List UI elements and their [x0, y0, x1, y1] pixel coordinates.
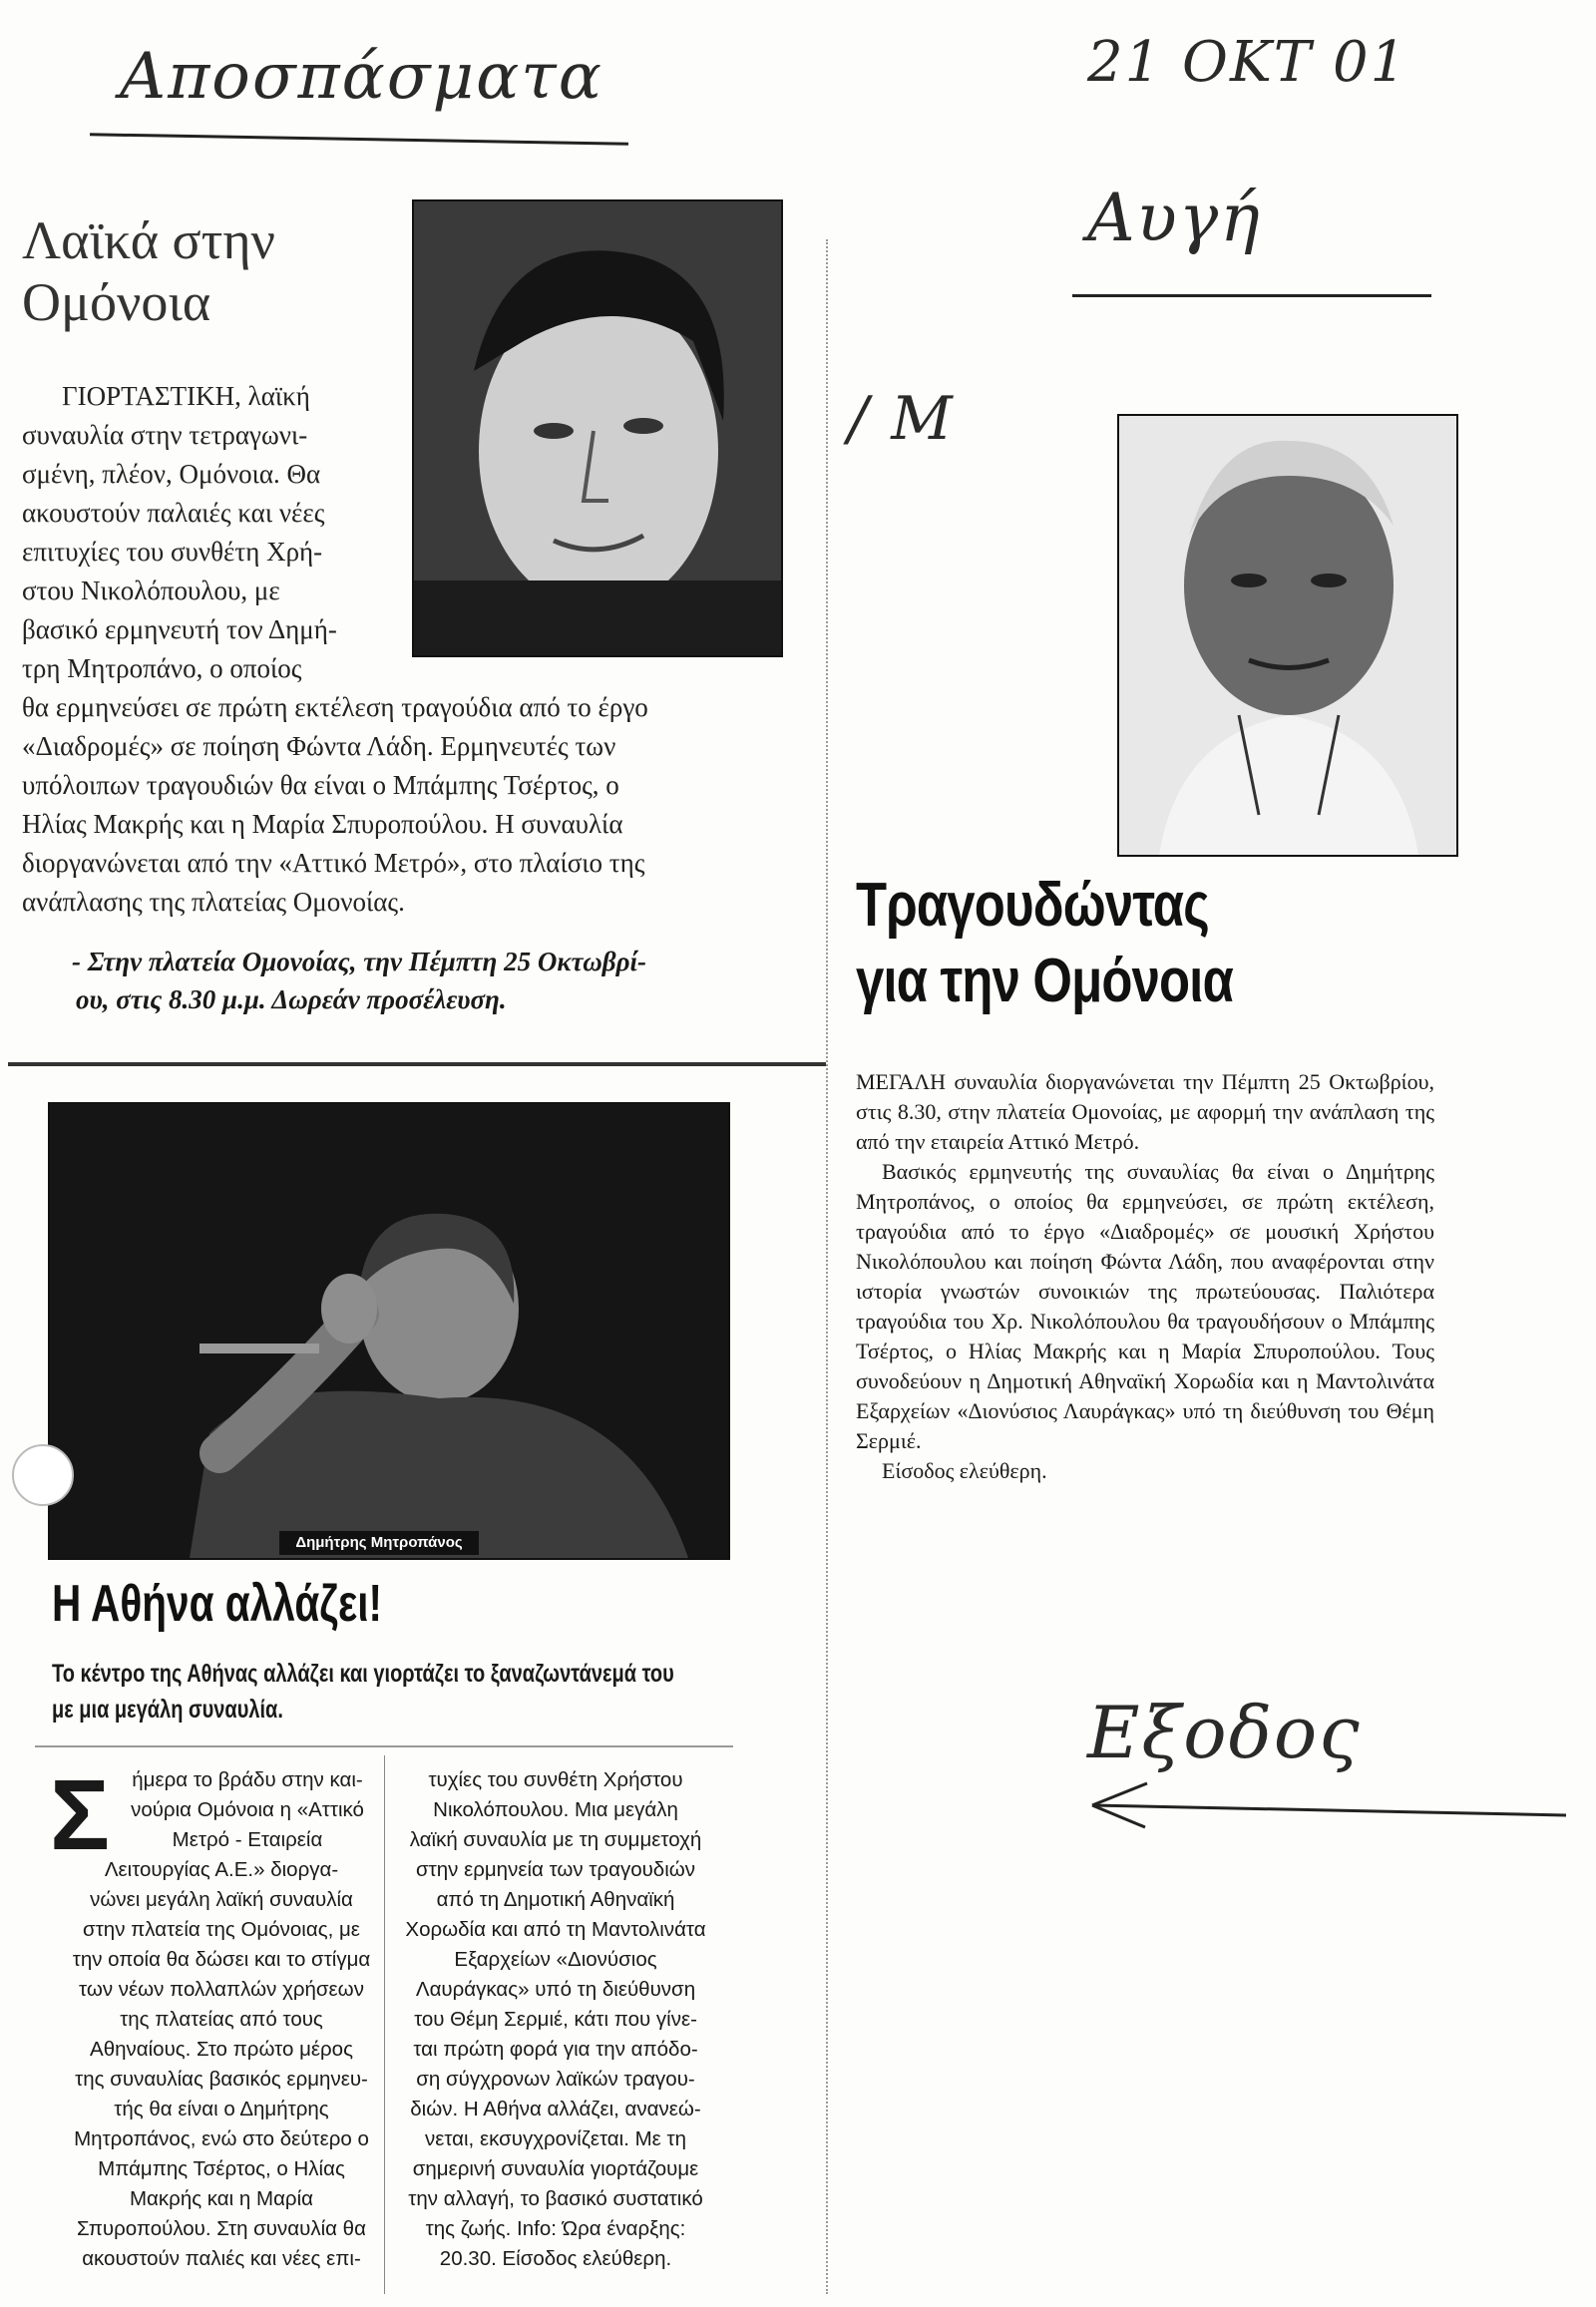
clip3-col1-line: ήμερα το βράδυ στην και- [132, 1768, 363, 1791]
clip1-line: ακουστούν παλαιές και νέες [22, 498, 325, 528]
clip1-title [22, 209, 421, 333]
clip3-col1-line: τής θα είναι ο Δημήτρης [114, 2098, 329, 2120]
clip3-col1-line: Μητροπάνος, ενώ στο δεύτερο ο [74, 2127, 369, 2150]
clip1-line: Ηλίας Μακρής και η Μαρία Σπυροπούλου. Η συναυλία [22, 809, 623, 839]
clip1-footer-line2: ου, στις 8.30 μ.μ. Δωρεάν προσέλευση. [76, 984, 507, 1014]
clip1-bottom-rule [8, 1062, 826, 1066]
clip2-title-line2: για την Ομόνοια [856, 947, 1234, 1015]
clip3-col2-line: Νικολόπουλου. Μια μεγάλη [433, 1798, 678, 1821]
clip3-col2-line: της ζωής. Info: Ώρα έναρξης: [425, 2217, 686, 2240]
clip3-col2-line: σημερινή συναυλία γιορτάζουμε [412, 2157, 699, 2180]
clip2-paragraph: ΜΕΓΑΛΗ συναυλία διοργανώνεται την Πέμπτη 25 Οκτωβρίου, στις 8.30, στην πλατεία Ομονοίας, με αφορμή την ανάπλαση της από την εταιρεία Αττικό Μετρό. [856, 1069, 1434, 1154]
clip3-col1-line: Λειτουργίας Α.Ε.» διοργα- [104, 1858, 339, 1881]
clip1-line: σμένη, πλέον, Ομόνοια. Θα [22, 459, 321, 489]
handwritten-arrow-icon [1087, 1775, 1586, 1835]
clip3-col2-line: Εξαρχείων «Διονύσιος [454, 1948, 657, 1971]
clip1-line: διοργανώνεται από την «Αττικό Μετρό», στο πλαίσιο της [22, 848, 645, 878]
punch-hole [12, 1444, 74, 1506]
clip2-photo [1117, 414, 1458, 857]
clip3-col1-line: νούρια Ομόνοια η «Αττικό [131, 1798, 364, 1821]
clip1-line: «Διαδρομές» σε ποίηση Φώντα Λάδη. Ερμηνευτές των [22, 731, 616, 761]
clip3-col1-line: Αθηναίους. Στο πρώτο μέρος [90, 2038, 353, 2061]
clip1-line: επιτυχίες του συνθέτη Χρή- [22, 537, 323, 567]
clip3-col1-line: στην πλατεία της Ομόνοιας, με [83, 1918, 360, 1941]
clip3-col2-line: νεται, εκσυγχρονίζεται. Με τη [424, 2127, 687, 2150]
clip1-line: υπόλοιπων τραγουδιών θα είναι ο Μπάμπης Τσέρτος, ο [22, 770, 619, 800]
clip3-photo [48, 1102, 730, 1560]
clip3-col1-line: της πλατείας από τους [120, 2008, 323, 2031]
clip3-col2-line: ται πρώτη φορά για την απόδο- [413, 2038, 698, 2061]
clip1-title-line1: Λαϊκά στην [22, 210, 275, 270]
handwritten-title: Αποσπάσματα [120, 40, 603, 114]
fold-line [826, 239, 828, 2294]
clip3-lead-line2: με μια μεγάλη συναυλία. [52, 1696, 283, 1724]
clip1-footer [72, 943, 810, 1018]
clip1-line: θα ερμηνεύσει σε πρώτη εκτέλεση τραγούδια από το έργο [22, 692, 648, 722]
clip3-col1-line: την οποία θα δώσει και το στίγμα [72, 1948, 371, 1971]
clip3-column-divider [384, 1755, 385, 2294]
clip3-col1-line: της συναυλίας βασικός ερμηνευ- [75, 2068, 368, 2091]
clip3-col1-line: Μπάμπης Τσέρτος, ο Ηλίας [98, 2157, 345, 2180]
handwritten-marker: / Μ [848, 384, 955, 454]
handwritten-underline [90, 133, 628, 145]
clip3-col2-line: λαϊκή συναυλία με τη συμμετοχή [409, 1828, 702, 1851]
clip3-col2-line: του Θέμη Σερμιέ, κάτι που γίνε- [414, 2008, 697, 2031]
clip3-col2-line: διών. Η Αθήνα αλλάζει, ανανεώ- [410, 2098, 701, 2120]
clip3-column-1 [62, 1765, 381, 2274]
clip1-line: στου Νικολόπουλου, με [22, 576, 280, 605]
clip1-line: ανάπλασης της πλατείας Ομονοίας. [22, 887, 405, 917]
clip3-lead-line1: Το κέντρο της Αθήνας αλλάζει και γιορτάζει το ξαναζωντάνεμά του [52, 1660, 674, 1688]
clip3-photo-caption: Δημήτρης Μητροπάνος [279, 1531, 479, 1555]
clip3-col1-line: Μακρής και η Μαρία [129, 2187, 313, 2210]
clip1-footer-line1: - Στην πλατεία Ομονοίας, την Πέμπτη 25 Οκτωβρί- [72, 947, 647, 976]
clip2-title-line1: Τραγουδώντας [856, 871, 1209, 940]
clip2-paragraph: Βασικός ερμηνευτής της συναυλίας θα είναι ο Δημήτρης Μητροπάνος, ο οποίος θα ερμηνεύσει, σε πρώτη εκτέλεση, τραγούδια από το έργο «Διαδρομές» σε μουσική Χρήστου Νικολόπουλου και ποίηση Φώντα Λάδη, που αναφέρονται στην ιστορία γνωστών συνοικιών της πρωτεύουσας. Παλιότερα τραγούδια του Χρ. Νικολόπουλου θα τραγουδήσουν ο Μπάμπης Τσέρτος, ο Ηλίας Μακρής και η Μαρία Σπυροπούλου. Τους συνοδεύουν η Δημοτική Αθηναϊκή Χορωδία και η Μαντολινάτα Εξαρχείων «Διονύσιος Λαυράγκας» υπό τη διεύθυνση του Θέμη Σερμιέ. [856, 1159, 1434, 1453]
clip3-dropcap: Σ [50, 1759, 111, 1871]
clip3-col2-line: 20.30. Είσοδος ελεύθερη. [439, 2247, 672, 2270]
clip3-lead [52, 1656, 674, 1728]
handwritten-source: Αυγή [1087, 180, 1262, 256]
clip3-col2-line: Λαυράγκας» υπό τη διεύθυνση [415, 1978, 696, 2001]
clip1-line: συναυλία στην τετραγωνι- [22, 420, 308, 450]
clip2-paragraph: Είσοδος ελεύθερη. [882, 1458, 1047, 1483]
clip1-body [22, 377, 800, 922]
clip1-line: τρη Μητροπάνο, ο οποίος [22, 653, 302, 683]
clip3-col2-line: Χορωδία και από τη Μαντολινάτα [405, 1918, 706, 1941]
clip2-body [856, 1067, 1434, 1486]
clip3-col1-line: ακουστούν παλιές και νέες επι- [82, 2247, 361, 2270]
clip3-col2-line: στην ερμηνεία των τραγουδιών [415, 1858, 696, 1881]
handwritten-source-underline [1072, 294, 1431, 297]
clip3-col2-line: την αλλαγή, το βασικό συστατικό [408, 2187, 703, 2210]
clip3-title: Η Αθήνα αλλάζει! [52, 1575, 383, 1633]
clip1-title-line2: Ομόνοια [22, 272, 211, 332]
clip3-column-2 [391, 1765, 720, 2274]
handwritten-exodos: Εξοδος [1087, 1691, 1362, 1774]
clip3-col1-line: Μετρό - Εταιρεία [172, 1828, 323, 1851]
clip3-rule [35, 1745, 733, 1747]
handwritten-date: 21 ΟΚΤ 01 [1087, 30, 1408, 95]
clip2-title [856, 868, 1510, 1019]
clip3-col1-line: Σπυροπούλου. Στη συναυλία θα [77, 2217, 366, 2240]
clip3-col2-line: από τη Δημοτική Αθηναϊκή [436, 1888, 675, 1911]
clip1-line: ΓΙΟΡΤΑΣΤΙΚΗ, λαϊκή [62, 381, 310, 411]
clip3-col2-line: τυχίες του συνθέτη Χρήστου [428, 1768, 683, 1791]
clip3-col1-line: νώνει μεγάλη λαϊκή συναυλία [90, 1888, 353, 1911]
clip3-col1-line: των νέων πολλαπλών χρήσεων [79, 1978, 364, 2001]
clip1-line: βασικό ερμηνευτή τον Δημή- [22, 614, 337, 644]
clip3-col2-line: ση σύγχρονων λαϊκών τραγου- [416, 2068, 695, 2091]
